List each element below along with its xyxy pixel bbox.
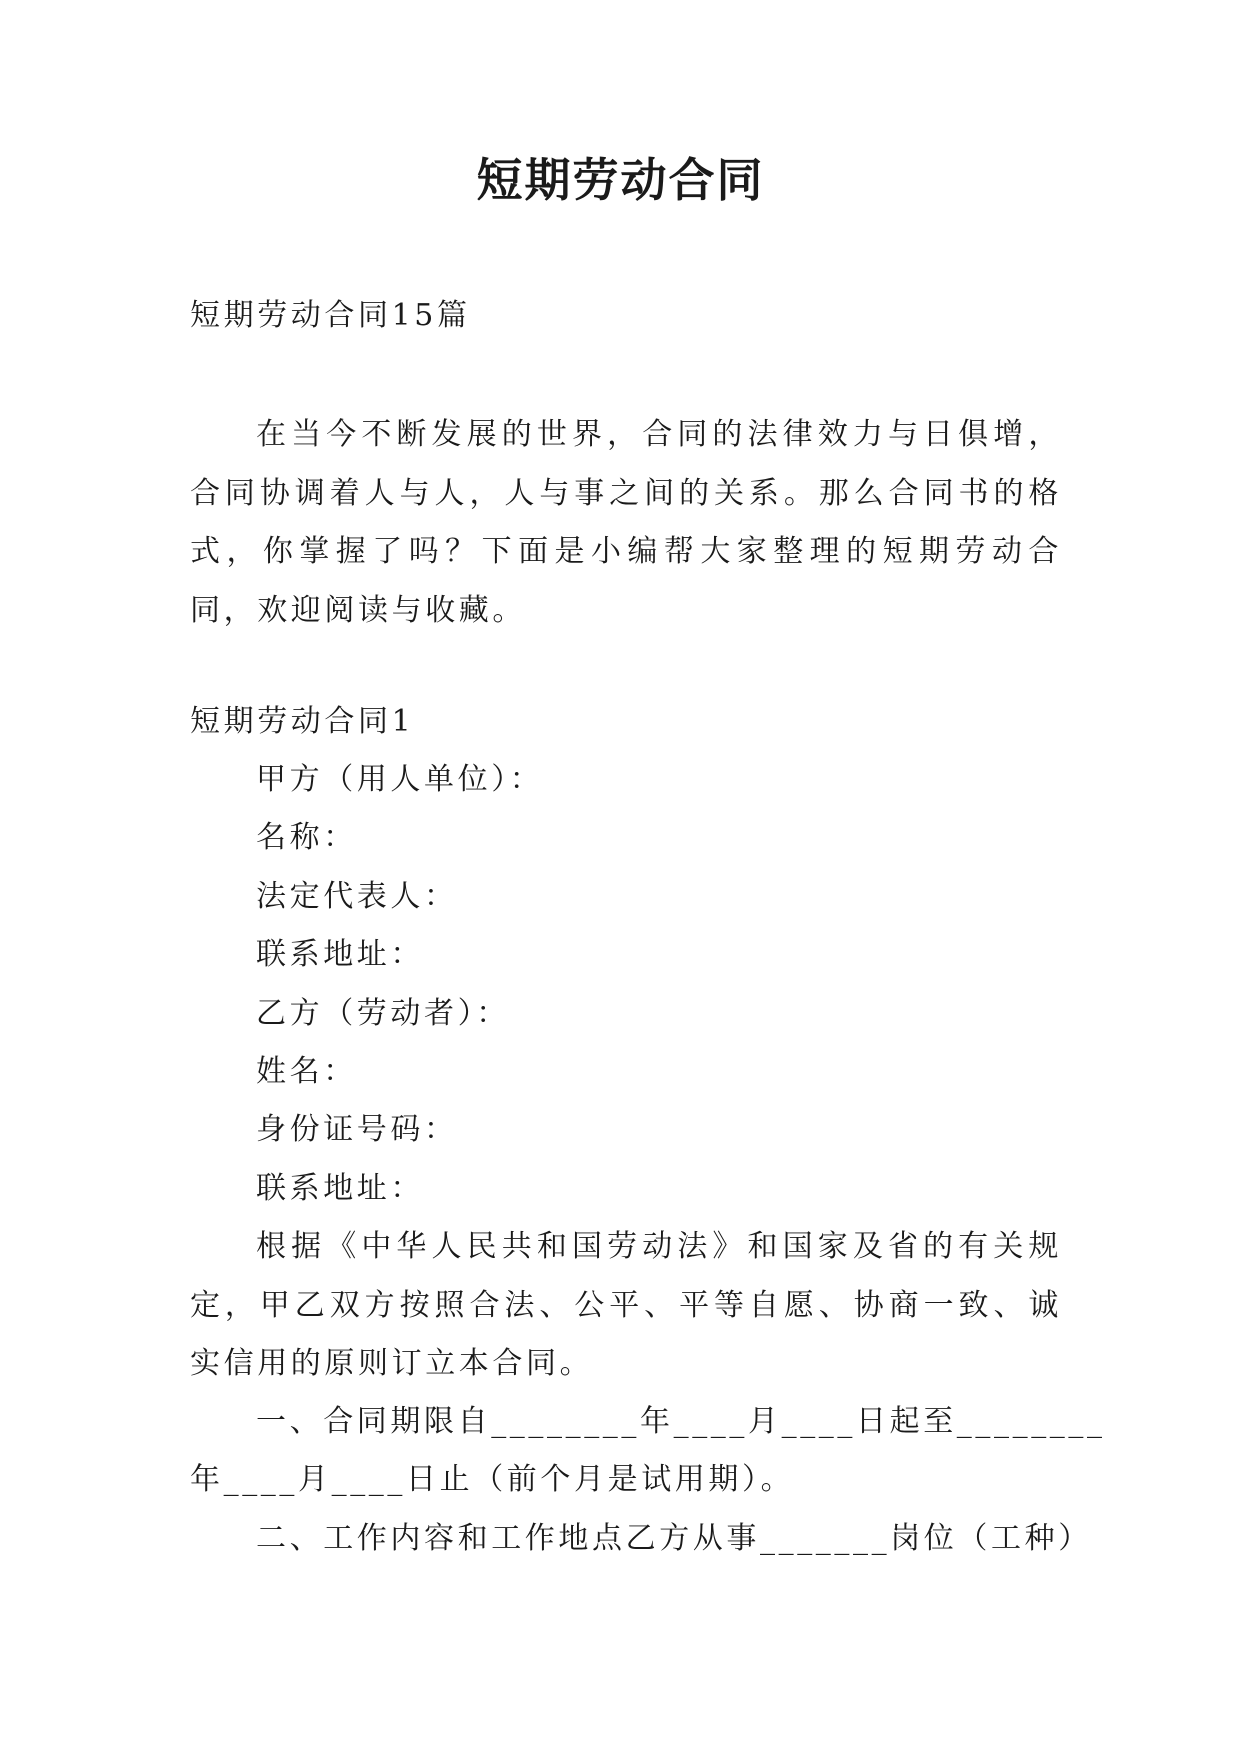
- document-subtitle: 短期劳动合同15篇: [190, 298, 471, 333]
- party-b-id-label: 身份证号码：: [256, 1112, 458, 1147]
- party-a-address-label: 联系地址：: [256, 937, 424, 972]
- term-clause-line-1: 一、合同期限自________年____月____日起至________: [256, 1404, 1106, 1439]
- party-a-representative-label: 法定代表人：: [256, 879, 458, 914]
- document-title: 短期劳动合同: [476, 153, 765, 207]
- intro-paragraph: 在当今不断发展的世界，合同的法律效力与日俱增，合同协调着人与人，人与事之间的关系。那么合同书的格式，你掌握了吗？下面是小编帮大家整理的短期劳动合同，欢迎阅读与收藏。: [190, 417, 1062, 628]
- party-a-heading: 甲方（用人单位）：: [256, 762, 544, 797]
- party-b-address-label: 联系地址：: [256, 1171, 424, 1206]
- party-b-name-label: 姓名：: [256, 1054, 357, 1089]
- basis-paragraph: 根据《中华人民共和国劳动法》和国家及省的有关规定，甲乙双方按照合法、公平、平等自愿、协商一致、诚实信用的原则订立本合同。: [190, 1229, 1062, 1381]
- work-clause-line: 二、工作内容和工作地点乙方从事_______岗位（工种）: [256, 1521, 1092, 1556]
- party-a-name-label: 名称：: [256, 820, 357, 855]
- term-clause-line-2: 年____月____日止（前个月是试用期）。: [190, 1462, 795, 1497]
- party-b-heading: 乙方（劳动者）：: [256, 996, 510, 1031]
- section-heading: 短期劳动合同1: [190, 704, 415, 739]
